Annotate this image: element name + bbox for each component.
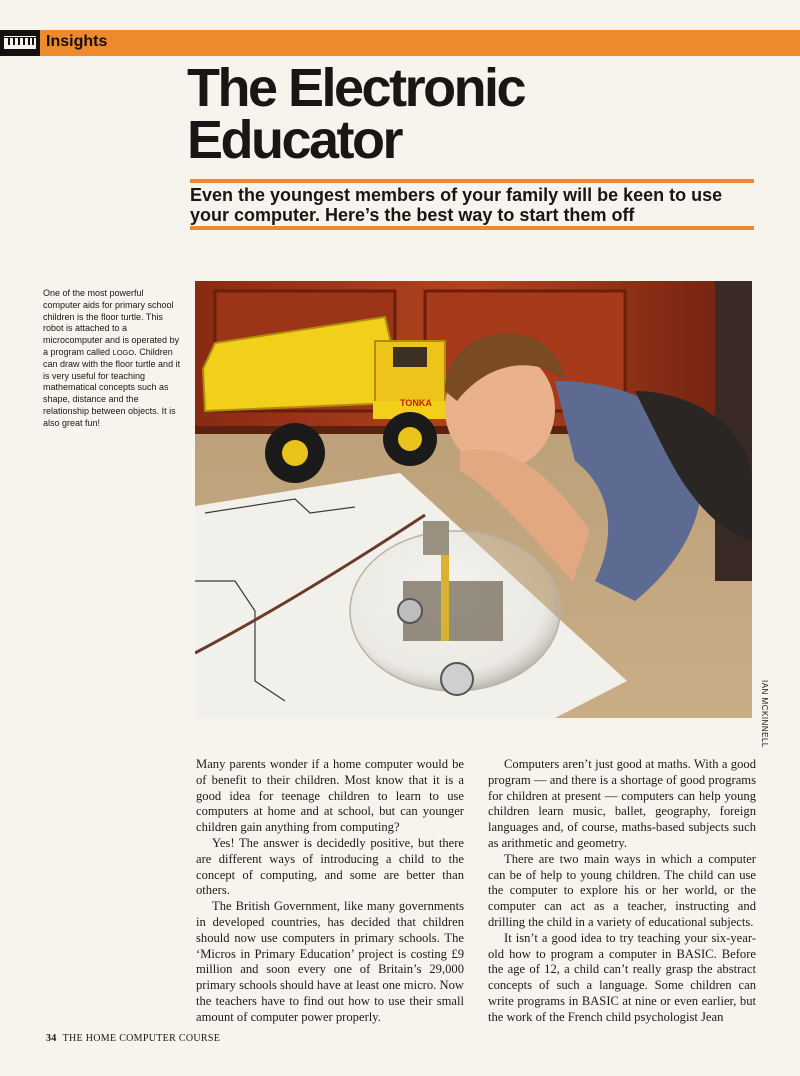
body-column-left xyxy=(196,757,464,1026)
subtitle-rule-top xyxy=(190,179,754,183)
body-paragraph: It isn’t a good idea to try teaching your six-year-old how to program a computer in BASIC. Before the age of 12, a child can’t really grasp the abstract concepts of such a language. Some children can write programs in BASIC at nine or even earlier, but the work of the French child psychologist Jean xyxy=(488,930,756,1024)
caption-text-before: One of the most powerful computer aids for primary school children is the floor turtle. This robot is attached to a microcomputer and is operated by a program called xyxy=(43,288,180,357)
section-label: Insights xyxy=(46,33,108,50)
page-number: 34 xyxy=(46,1033,57,1044)
body-paragraph: Yes! The answer is decidedly positive, but there are different ways of introducing a child to the concept of computing, and some are better than others. xyxy=(196,835,464,898)
boy-with-floor-turtle-photo xyxy=(195,281,752,718)
subtitle-rule-bottom xyxy=(190,226,754,230)
body-paragraph: Computers aren’t just good at maths. With a good program — and there is a shortage of good programs for children at present — computers can help young children learn music, ballet, geography, foreign languages and, of course, maths-based subjects such as arithmetic and geometry. xyxy=(488,757,756,850)
section-banner xyxy=(0,30,800,56)
body-paragraph: Many parents wonder if a home computer would be of benefit to their children. Most know that it is a good idea for teenage children to learn to use computers at home and at school, but can younger children gain anything from computing? xyxy=(196,757,464,835)
page-footer xyxy=(46,1033,220,1044)
body-column-right xyxy=(488,757,756,1026)
body-paragraph: There are two main ways in which a computer can be of help to young children. The child can use the computer to explore his or her world, or the computer can act as a teacher, instructing and drilling the child in a variety of educational subjects. xyxy=(488,851,756,929)
article-subtitle: Even the youngest members of your family will be keen to use your computer. Here’s the best way to start them off xyxy=(190,185,723,225)
photo-credit: IAN MCKINNELL xyxy=(760,680,769,748)
truck-brand-label: TONKA xyxy=(400,398,432,408)
body-paragraph: The British Government, like many governments in developed countries, has decided that children should now use computers in primary schools. The ‘Micros in Primary Education’ project is costing £9 million and soon every one of Britain’s 29,000 primary schools should have at least one micro. Now the teachers have to find out how to use their small amount of computer power properly. xyxy=(196,899,464,1024)
keyboard-icon xyxy=(0,30,40,56)
title-line-1: The Electronic xyxy=(187,58,525,118)
publication-name: THE HOME COMPUTER COURSE xyxy=(62,1033,221,1044)
caption-text-after: . Children can draw with the floor turtle and it is very useful for teaching mathematical concepts such as shape, distance and the relationship between objects. It is also great fun! xyxy=(43,346,181,428)
title-line-2: Educator xyxy=(187,110,402,170)
caption-program-name: LOGO xyxy=(112,347,135,357)
article-title xyxy=(187,58,525,170)
photo-caption xyxy=(43,288,181,430)
